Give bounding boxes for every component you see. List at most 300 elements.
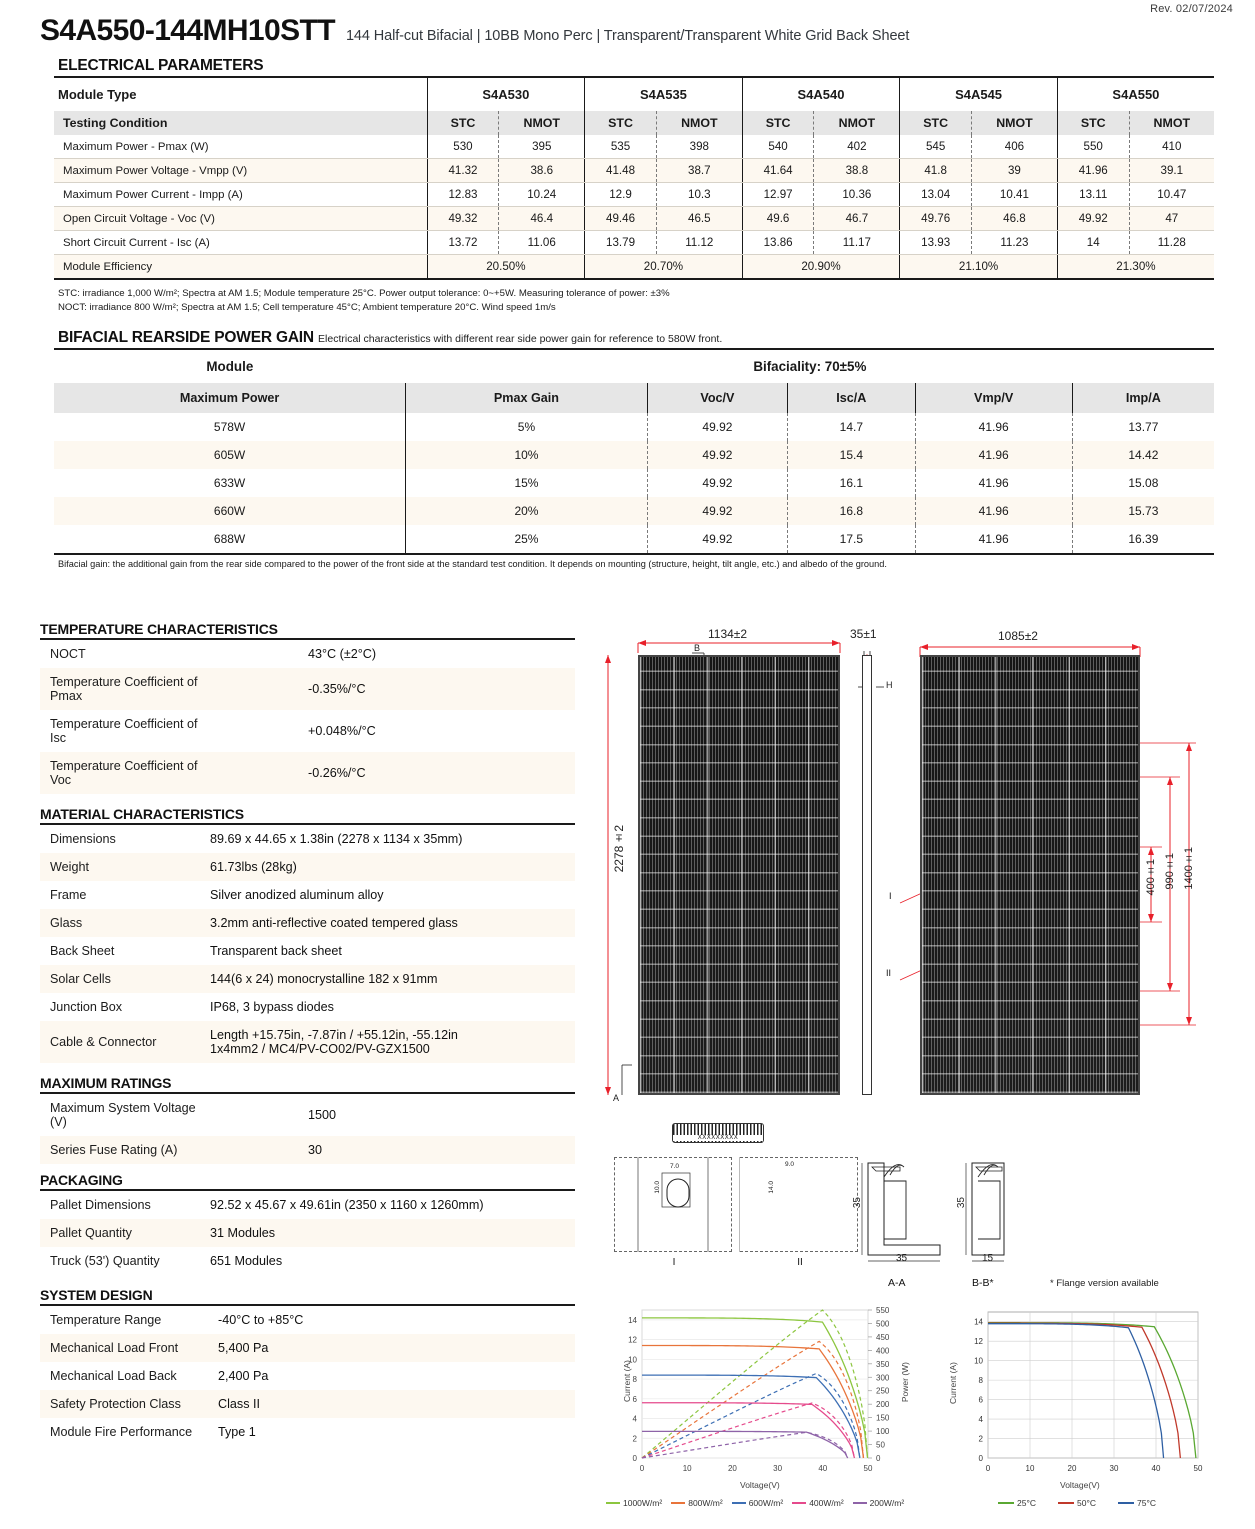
- svg-text:30: 30: [773, 1464, 783, 1473]
- legend-item: [671, 1498, 722, 1508]
- spec-key: Cable & Connector: [40, 1021, 200, 1063]
- cell: 530: [427, 135, 499, 159]
- cell: 49.32: [427, 207, 499, 231]
- legend-swatch: [1118, 1502, 1134, 1505]
- spec-row: [40, 937, 575, 965]
- cell: 13.04: [900, 183, 972, 207]
- legend-label: 800W/m²: [688, 1498, 723, 1508]
- cell: 14.42: [1072, 441, 1214, 469]
- spec-value: 144(6 x 24) monocrystalline 182 x 91mm: [200, 965, 575, 993]
- bifacial-gain-table: [54, 348, 1214, 555]
- frame-height-aa: 35: [852, 1197, 863, 1209]
- spec-value: 1500: [208, 1093, 575, 1136]
- cell: 16.39: [1072, 525, 1214, 554]
- cell: 41.96: [915, 497, 1072, 525]
- spec-key: Series Fuse Rating (A): [40, 1136, 208, 1164]
- cell: 41.96: [915, 441, 1072, 469]
- cell: 41.8: [900, 159, 972, 183]
- spec-value: 43°C (±2°C): [208, 639, 575, 668]
- spec-row: [40, 965, 575, 993]
- legend-label: 400W/m²: [809, 1498, 844, 1508]
- cell: 21.30%: [1057, 255, 1214, 280]
- module-label: Module: [206, 358, 254, 374]
- table-row-bifacial-columns: [54, 383, 1214, 413]
- legend-swatch: [732, 1502, 746, 1504]
- spec-row: [40, 1093, 575, 1136]
- column-header: Pmax Gain: [406, 383, 648, 413]
- legend-label: 1000W/m²: [623, 1498, 663, 1508]
- section-title-bifacial: [58, 329, 1237, 347]
- svg-text:10: 10: [628, 1355, 637, 1365]
- spec-value: 61.73lbs (28kg): [200, 853, 575, 881]
- temperature-characteristics-table: [40, 638, 575, 794]
- cell: 41.32: [427, 159, 499, 183]
- legend-label: 50°C: [1077, 1498, 1096, 1508]
- table-row-module-type: [54, 77, 1214, 111]
- chart2-xlabel: Voltage(V): [1060, 1480, 1100, 1490]
- spec-value: 92.52 x 45.67 x 49.61in (2350 x 1160 x 1260mm): [200, 1190, 575, 1219]
- module-type-label: Module Type: [58, 87, 137, 102]
- flange-note: * Flange version available: [1050, 1278, 1159, 1289]
- spec-row: [40, 1190, 575, 1219]
- cell: 15.4: [788, 441, 915, 469]
- legend-item: [998, 1498, 1036, 1508]
- spec-key: Pallet Quantity: [40, 1219, 200, 1247]
- cell: 10%: [406, 441, 648, 469]
- cell: 13.11: [1057, 183, 1129, 207]
- svg-text:10: 10: [974, 1356, 983, 1366]
- table-row: [54, 207, 1214, 231]
- spec-key: Safety Protection Class: [40, 1390, 208, 1418]
- chart-irradiance: [600, 1300, 930, 1500]
- svg-text:350: 350: [876, 1359, 890, 1369]
- table-row: [54, 159, 1214, 183]
- spec-row: [40, 710, 575, 752]
- spec-key: Solar Cells: [40, 965, 200, 993]
- title-row: [18, 0, 1237, 48]
- legend-swatch: [792, 1502, 806, 1504]
- legend-label: 200W/m²: [869, 1498, 905, 1508]
- cell: 398: [656, 135, 742, 159]
- cell: 12.9: [585, 183, 657, 207]
- condition-header: NMOT: [656, 111, 742, 135]
- row-label: Maximum Power Current - Impp (A): [54, 183, 427, 207]
- svg-text:10: 10: [682, 1464, 692, 1473]
- legend-label: 25°C: [1017, 1498, 1036, 1508]
- condition-header: NMOT: [1129, 111, 1214, 135]
- svg-text:4: 4: [978, 1415, 983, 1425]
- spec-value: 3.2mm anti-reflective coated tempered glass: [200, 909, 575, 937]
- spec-row: [40, 1390, 575, 1418]
- table-row: [54, 231, 1214, 255]
- module-header: S4A530: [427, 77, 585, 111]
- cell: 20.90%: [742, 255, 900, 280]
- detail-i-caption: I: [672, 1257, 676, 1268]
- cell-grid-front: [640, 657, 838, 1093]
- svg-text:50: 50: [876, 1440, 885, 1450]
- table-row: [54, 497, 1214, 525]
- legend-swatch: [853, 1502, 867, 1504]
- row-label: Open Circuit Voltage - Voc (V): [54, 207, 427, 231]
- cell: 46.8: [972, 207, 1058, 231]
- spec-value: 651 Modules: [210, 1254, 283, 1268]
- svg-text:300: 300: [876, 1373, 890, 1383]
- cell: 25%: [406, 525, 648, 554]
- panel-rear-view: [920, 655, 1140, 1095]
- spec-row: [40, 639, 575, 668]
- cell: 49.6: [742, 207, 814, 231]
- spec-row: [40, 1418, 575, 1446]
- cell: 49.46: [585, 207, 657, 231]
- detail-ii-width: 9.0: [785, 1161, 795, 1168]
- spec-key: Truck (53') Quantity: [50, 1254, 160, 1268]
- module-header: S4A540: [742, 77, 900, 111]
- spec-value: IP68, 3 bypass diodes: [210, 1000, 334, 1014]
- legend-item: [1058, 1498, 1096, 1508]
- svg-text:2: 2: [632, 1434, 637, 1444]
- cell: 10.3: [656, 183, 742, 207]
- cell: 21.10%: [900, 255, 1058, 280]
- callout-ii: II: [886, 968, 892, 978]
- chart1-ylabel: Current (A): [622, 1360, 632, 1403]
- condition-header: NMOT: [814, 111, 900, 135]
- chart1-y2label: Power (W): [900, 1362, 910, 1403]
- cell: 15%: [406, 469, 648, 497]
- cell: 13.77: [1072, 413, 1214, 441]
- section-title-temperature: TEMPERATURE CHARACTERISTICS: [40, 621, 278, 637]
- spec-key: Maximum System Voltage (V): [40, 1093, 208, 1136]
- cell-grid-rear: [922, 657, 1138, 1093]
- cell: 20.50%: [427, 255, 585, 280]
- cell: 688W: [213, 531, 246, 546]
- legend-item: [1118, 1498, 1156, 1508]
- spec-row: [40, 1136, 575, 1164]
- dim-mount-990: 990±1: [1164, 853, 1176, 890]
- spec-key: Pallet Dimensions: [40, 1190, 200, 1219]
- svg-text:150: 150: [876, 1413, 890, 1423]
- cell: 578W: [213, 419, 246, 434]
- cell: 13.79: [585, 231, 657, 255]
- spec-key: Temperature Coefficient of Isc: [50, 717, 198, 745]
- condition-header: STC: [585, 111, 657, 135]
- spec-value: -40°C to +85°C: [208, 1305, 575, 1334]
- spec-key: Temperature Coefficient of Voc: [40, 752, 208, 794]
- chart-temperature: [930, 1300, 1235, 1500]
- cell: 49.92: [647, 469, 787, 497]
- spec-key: Back Sheet: [50, 944, 115, 958]
- cell: 10.41: [972, 183, 1058, 207]
- spec-value: +0.048%/°C: [308, 724, 376, 738]
- dim-mount-1400: 1400±1: [1183, 847, 1195, 890]
- svg-text:12: 12: [974, 1337, 983, 1347]
- cell: 406: [972, 135, 1058, 159]
- dim-height-front: 2278±2: [612, 825, 626, 873]
- page-title: S4A550-144MH10STT: [40, 14, 335, 47]
- maximum-ratings-table: [40, 1092, 575, 1164]
- spec-key: Mechanical Load Back: [50, 1369, 177, 1383]
- condition-header: STC: [900, 111, 972, 135]
- svg-text:550: 550: [876, 1306, 890, 1315]
- spec-value: Class II: [208, 1390, 575, 1418]
- cell: 12.83: [427, 183, 499, 207]
- cell: 11.06: [499, 231, 585, 255]
- electrical-parameters-table: [54, 76, 1214, 280]
- cell: 41.96: [1057, 159, 1129, 183]
- svg-text:100: 100: [876, 1427, 890, 1437]
- cell: 16.1: [788, 469, 915, 497]
- cell: 41.96: [915, 525, 1072, 554]
- column-header: Vmp/V: [915, 383, 1072, 413]
- svg-text:200: 200: [876, 1400, 890, 1410]
- legend-swatch: [606, 1502, 620, 1504]
- chart1-xlabel: Voltage(V): [740, 1480, 780, 1490]
- cell: 11.28: [1129, 231, 1214, 255]
- callout-b: B: [694, 643, 701, 653]
- cell: 13.93: [900, 231, 972, 255]
- spec-row: [40, 1305, 575, 1334]
- cell: 15.08: [1072, 469, 1214, 497]
- spec-value: 5,400 Pa: [208, 1334, 575, 1362]
- cell: 395: [499, 135, 585, 159]
- cell: 10.47: [1129, 183, 1214, 207]
- cell: 535: [585, 135, 657, 159]
- detail-ii-box: [740, 1157, 858, 1252]
- spec-key: Module Fire Performance: [50, 1425, 193, 1439]
- spec-key: Glass: [40, 909, 200, 937]
- iv-curve-charts: [600, 1300, 1240, 1529]
- cell: 46.5: [656, 207, 742, 231]
- detail-ii-caption: II: [797, 1257, 803, 1268]
- spec-value: Silver anodized aluminum alloy: [210, 888, 384, 902]
- legend-item: [606, 1498, 662, 1508]
- spec-row: [40, 1247, 575, 1275]
- dim-width-rear: 1085±2: [998, 629, 1038, 643]
- section-label-bb: B-B*: [972, 1277, 994, 1289]
- section-title-max-ratings: MAXIMUM RATINGS: [40, 1075, 172, 1091]
- svg-text:40: 40: [818, 1464, 828, 1473]
- svg-text:4: 4: [632, 1414, 637, 1424]
- svg-text:450: 450: [876, 1332, 890, 1342]
- svg-text:50: 50: [1193, 1464, 1203, 1473]
- cell: 49.92: [647, 525, 787, 554]
- cell: 14: [1057, 231, 1129, 255]
- cell: 410: [1129, 135, 1214, 159]
- svg-text:12: 12: [628, 1335, 637, 1345]
- spec-row: [40, 909, 575, 937]
- callout-i: I: [889, 891, 892, 901]
- detail-i-width: 7.0: [670, 1163, 680, 1170]
- legend-swatch: [1058, 1502, 1074, 1505]
- material-characteristics-table: [40, 823, 575, 1063]
- spec-value: -0.35%/°C: [208, 668, 575, 710]
- chart1-legend: [606, 1498, 904, 1508]
- cell: 402: [814, 135, 900, 159]
- cell: 38.7: [656, 159, 742, 183]
- cell: 15.73: [1072, 497, 1214, 525]
- table-row: [54, 441, 1214, 469]
- cell: 20%: [406, 497, 648, 525]
- section-title-system-design: SYSTEM DESIGN: [40, 1287, 153, 1303]
- spec-row: [40, 993, 575, 1021]
- svg-text:14: 14: [628, 1315, 637, 1325]
- callout-a: A: [613, 1093, 620, 1103]
- svg-text:0: 0: [876, 1454, 881, 1463]
- svg-text:8: 8: [632, 1375, 637, 1385]
- module-header: S4A550: [1057, 77, 1214, 111]
- note-stc: STC: irradiance 1,000 W/m²; Spectra at AM 1.5; Module temperature 25°C. Power output tolerance: 0~+5W. Measuring tolerance of power: ±3%: [58, 288, 670, 299]
- cell: 13.72: [427, 231, 499, 255]
- legend-item: [853, 1498, 904, 1508]
- spec-key: Weight: [40, 853, 200, 881]
- cell: 20.70%: [585, 255, 743, 280]
- section-title-material: MATERIAL CHARACTERISTICS: [40, 806, 244, 822]
- cell: 38.6: [499, 159, 585, 183]
- column-header: Maximum Power: [54, 383, 406, 413]
- spec-row: [40, 1362, 575, 1390]
- barcode-text: XXXXXXXXX: [673, 1135, 763, 1141]
- table-row: [54, 183, 1214, 207]
- svg-text:250: 250: [876, 1386, 890, 1396]
- spec-row: [40, 824, 575, 853]
- cell: 49.92: [647, 413, 787, 441]
- cell: 39.1: [1129, 159, 1214, 183]
- bifacial-heading-text: BIFACIAL REARSIDE POWER GAIN: [58, 328, 314, 346]
- cell: 49.92: [1057, 207, 1129, 231]
- cell: 11.23: [972, 231, 1058, 255]
- detail-ii-height: 14.0: [768, 1181, 775, 1194]
- frame-height-bb: 35: [956, 1197, 967, 1209]
- spec-value: Type 1: [218, 1425, 256, 1439]
- bifacial-heading-sub: Electrical characteristics with different rear side power gain for reference to 580W front.: [318, 332, 723, 345]
- svg-text:6: 6: [632, 1394, 637, 1404]
- svg-text:14: 14: [974, 1317, 983, 1327]
- condition-header: STC: [427, 111, 499, 135]
- revision-date: Rev. 02/07/2024: [1150, 3, 1233, 15]
- chart2-ylabel: Current (A): [948, 1362, 958, 1405]
- svg-text:20: 20: [727, 1464, 737, 1473]
- svg-text:0: 0: [639, 1464, 645, 1473]
- svg-text:0: 0: [985, 1464, 991, 1473]
- cell: 39: [972, 159, 1058, 183]
- detail-drawings: [600, 1115, 1240, 1300]
- svg-text:10: 10: [1025, 1464, 1035, 1473]
- legend-label: 75°C: [1137, 1498, 1156, 1508]
- spec-row: [40, 668, 575, 710]
- svg-text:50: 50: [863, 1464, 873, 1473]
- cell: 11.12: [656, 231, 742, 255]
- spec-row: [40, 853, 575, 881]
- row-label: Short Circuit Current - Isc (A): [54, 231, 427, 255]
- svg-text:500: 500: [876, 1319, 890, 1329]
- dim-thickness: 35±1: [850, 627, 877, 641]
- legend-item: [732, 1498, 783, 1508]
- svg-text:40: 40: [1151, 1464, 1161, 1473]
- bifaciality-label: Bifaciality: 70±5%: [753, 358, 867, 374]
- system-design-table: [40, 1304, 575, 1446]
- note-bifacial-gain: Bifacial gain: the additional gain from the rear side compared to the power of the front side at the standard test condition. It depends on mounting (structure, height, tilt angle, etc.) and albedo of the ground.: [58, 558, 887, 569]
- table-row-efficiency: [54, 255, 1214, 280]
- spec-value: 89.69 x 44.65 x 1.38in (2278 x 1134 x 35mm): [200, 824, 575, 853]
- spec-row: [40, 752, 575, 794]
- cell: 49.76: [900, 207, 972, 231]
- spec-key: NOCT: [40, 639, 208, 668]
- cell: 660W: [213, 503, 246, 518]
- legend-swatch: [671, 1502, 685, 1504]
- section-title-packaging: PACKAGING: [40, 1172, 123, 1188]
- cell: 605W: [213, 447, 246, 462]
- spec-key: Temperature Coefficient of Pmax: [40, 668, 208, 710]
- legend-label: 600W/m²: [748, 1498, 784, 1508]
- svg-text:20: 20: [1067, 1464, 1077, 1473]
- svg-text:6: 6: [978, 1395, 983, 1405]
- frame-width-bb: 15: [982, 1253, 994, 1264]
- cell: 46.7: [814, 207, 900, 231]
- condition-header: STC: [1057, 111, 1129, 135]
- panel-side-view: [862, 655, 872, 1095]
- dim-mount-400: 400±1: [1145, 859, 1157, 896]
- column-header: Voc/V: [647, 383, 787, 413]
- row-label: Module Efficiency: [63, 260, 153, 273]
- callout-h: H: [886, 680, 893, 690]
- cell: 47: [1129, 207, 1214, 231]
- module-header: S4A545: [900, 77, 1058, 111]
- spec-key: Temperature Range: [40, 1305, 208, 1334]
- cell: 16.8: [788, 497, 915, 525]
- svg-text:0: 0: [978, 1454, 983, 1463]
- cell: 5%: [406, 413, 648, 441]
- spec-value: 31 Modules: [200, 1219, 575, 1247]
- spec-key: Dimensions: [40, 824, 200, 853]
- spec-row: [40, 1219, 575, 1247]
- spec-key: Mechanical Load Front: [40, 1334, 208, 1362]
- table-row: [54, 413, 1214, 441]
- cell: 41.64: [742, 159, 814, 183]
- page-subtitle: 144 Half-cut Bifacial | 10BB Mono Perc | Transparent/Transparent White Grid Back Sheet: [345, 28, 910, 44]
- dim-width-front: 1134±2: [708, 627, 748, 641]
- column-header: Imp/A: [1072, 383, 1214, 413]
- svg-text:30: 30: [1109, 1464, 1119, 1473]
- table-row: [54, 469, 1214, 497]
- packaging-table: [40, 1189, 575, 1275]
- section-title-electrical: ELECTRICAL PARAMETERS: [58, 57, 264, 74]
- cell: 10.24: [499, 183, 585, 207]
- row-label: Maximum Power - Pmax (W): [54, 135, 427, 159]
- table-row: [54, 135, 1214, 159]
- spec-value: Length +15.75in, -7.87in / +55.12in, -55.12in 1x4mm2 / MC4/PV-CO02/PV-GZX1500: [200, 1021, 575, 1063]
- chart2-legend: [998, 1498, 1156, 1508]
- svg-text:400: 400: [876, 1346, 890, 1356]
- spec-value: Transparent back sheet: [210, 944, 342, 958]
- column-header: Isc/A: [788, 383, 915, 413]
- cell: 11.17: [814, 231, 900, 255]
- spec-value: 30: [208, 1136, 575, 1164]
- table-row: [54, 525, 1214, 554]
- spec-row: [40, 1334, 575, 1362]
- svg-text:8: 8: [978, 1376, 983, 1386]
- detail-i-height: 10.0: [654, 1181, 661, 1194]
- condition-header: NMOT: [972, 111, 1058, 135]
- svg-text:0: 0: [632, 1454, 637, 1463]
- module-header: S4A535: [585, 77, 743, 111]
- spec-row: [40, 881, 575, 909]
- spec-key: Junction Box: [50, 1000, 123, 1014]
- cell: 41.48: [585, 159, 657, 183]
- legend-item: [792, 1498, 843, 1508]
- cell: 13.86: [742, 231, 814, 255]
- cell: 12.97: [742, 183, 814, 207]
- cell: 41.96: [915, 469, 1072, 497]
- cell: 550: [1057, 135, 1129, 159]
